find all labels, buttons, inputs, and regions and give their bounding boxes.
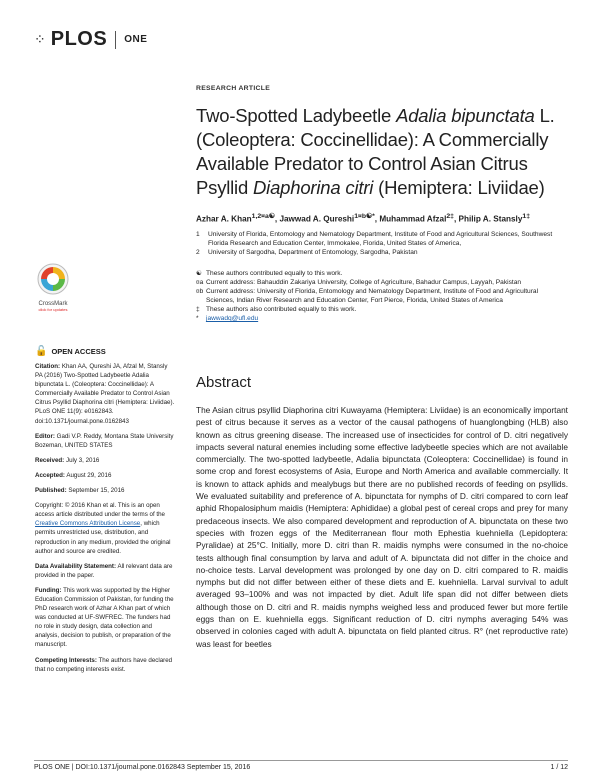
- affiliation: 1 University of Florida, Entomology and Nematology Department, Institute of Food and Agricultural Sciences, Southwest Florida Research and Education Center, Immokalee, Florida, United States of America,: [196, 231, 553, 247]
- author-list: Azhar A. Khan$^{1,2¤a☯}$, Jawwad A. Qureshi$^{1¤b☯*}$, Muhammad Afzal$^{2\ddagger}$, Philip A. Stansly$^{1\ddagger}$: [196, 213, 530, 224]
- logo-text: PLOS: [50, 28, 108, 50]
- author[interactable]: Jawwad A. Qureshi: [279, 214, 355, 224]
- article-type: RESEARCH ARTICLE: [196, 85, 271, 92]
- affiliations: [196, 230, 568, 257]
- crossmark-sub: click for updates: [38, 307, 68, 312]
- received-date: Received: July 3, 2016: [35, 456, 100, 464]
- abstract-heading: Abstract: [196, 374, 252, 391]
- note: ☯ These authors contributed equally to this work.: [196, 270, 343, 277]
- note: ¤a Current address: Bahauddin Zakariya University, College of Agriculture, Bahadur Campus, Layyah, Pakistan: [196, 279, 522, 286]
- accepted-date: Accepted: August 29, 2016: [35, 471, 112, 479]
- note: ‡ These authors also contributed equally to this work.: [196, 306, 357, 313]
- plos-dots-icon: ⁘: [34, 31, 45, 47]
- sidebar-metadata: [35, 362, 175, 680]
- journal-logo[interactable]: [34, 28, 147, 51]
- crossmark-label: CrossMark: [38, 301, 68, 307]
- crossmark-icon: [36, 262, 70, 296]
- funding: Funding: This work was supported by the Higher Education Commission of Pakistan, for funding the PhD research work of Azhar A Khan part of which was conducted at UF-SWFREC. The funders had no role in study design, data collection and analysis, decision to publish, or preparation of the manuscript.: [35, 586, 174, 649]
- competing-interests: Competing Interests: The authors have declared that no competing interests exist.: [35, 656, 173, 673]
- crossmark-badge[interactable]: [36, 262, 70, 312]
- affiliation: 2 University of Sargodha, Department of Entomology, Sargodha, Pakistan: [196, 249, 418, 256]
- note: ¤b Current address: University of Florida, Entomology and Nematology Department, Institute of Food and Agricultural Sciences, Indian River Research and Education Center, Fort Pierce, Florida, United States of America: [196, 288, 539, 304]
- email-link[interactable]: jawwadq@ufl.edu: [206, 315, 259, 322]
- author-notes: [196, 269, 568, 323]
- data-availability: Data Availability Statement: All relevant data are provided in the paper.: [35, 562, 173, 579]
- footer-divider: [34, 760, 568, 761]
- license-link[interactable]: Creative Commons Attribution License: [35, 520, 141, 528]
- author[interactable]: Azhar A. Khan: [196, 214, 252, 224]
- open-access-label: OPEN ACCESS: [51, 347, 106, 356]
- published-date: Published: September 15, 2016: [35, 487, 125, 495]
- open-lock-icon: 🔓: [35, 346, 48, 357]
- abstract-body: The Asian citrus psyllid Diaphorina citri Kuwayama (Hemiptera: Liviidae) is an economically important pest of citrus because it serves as a vector of the causal pathogens of huanglongbing (HLB) also known as citrus greening disease. The increased use of insecticides for control of D. citri negatively impacts several natural enemies including some effective ladybeetle species which are not available commercially. The two-spotted ladybeetle, Adalia bipunctata (Coleoptera: Coccinellidae) is found in some crop and forest ecosystems of Asia, Europe and North America and available commercially. It is known to attack aphids and mealybugs but there are no published records of feeding on psyllids. We evaluated suitability and preference of A. bipunctata for nymphs of D. citri compared to corn leaf aphid Rhopalosiphum maidis (Hemiptera: Aphididae) a global pest of cereal crops and prey for many predaceous insects. We also compared development and reproduction of A. bipunctata on these two species with frozen eggs of the Mediterranean flour moth Ephestia kuehniella (Lepidoptera: Pyralidae) at 25°C. Initially, more D. citri than R. maidis nymphs were consumed in the no-choice tests although final consumption by larva and adult of A. bipunctata did not differ in the choice and no-choice tests. Larval development was prolonged by one day on D. citri compared to R. maidis nymphs but did not differ between either of these diets and E. kuehniella. Larval survival to adult averaged 93–100% and was not impacted by diet. Adult life span did not differ between diets although those on D. citri and R. maidis nymphs weighed less and produced fewer but more fertile eggs than on E. kuehniella eggs. Significant reduction of D. citri nymphs averaging 54% was observed in colonies caged with adult A. bipunctata on field planted citrus. R° (net reproductive rate) was least for beetles: [196, 405, 568, 649]
- correspondence: * jawwadq@ufl.edu: [196, 315, 259, 322]
- editor: Editor: Gadi V.P. Reddy, Montana State University Bozeman, UNITED STATES: [35, 432, 174, 449]
- article-title: Two-Spotted Ladybeetle Adalia bipunctata L. (Coleoptera: Coccinellidae): A Commercially Available Predator to Control Asian Citrus Psyllid Diaphorina citri (Hemiptera: Liviidae): [196, 105, 555, 198]
- citation: Citation: Khan AA, Qureshi JA, Afzal M, Stansly PA (2016) Two-Spotted Ladybeetle Adalia bipunctata L. (Coleoptera: Coccinellidae): A Commercially Available Predator to Control Asian Citrus Psyllid Diaphorina citri (Hemiptera: Liviidae). PLoS ONE 11(9): e0162843. doi:10.1371/journal.pone.0162843: [35, 363, 175, 425]
- author[interactable]: Philip A. Stansly: [458, 214, 523, 224]
- open-access-badge: [35, 346, 106, 357]
- journal-name: ONE: [124, 34, 148, 45]
- footer-citation: PLOS ONE | DOI:10.1371/journal.pone.0162843 September 15, 2016: [34, 764, 251, 771]
- page-number: 1 / 12: [550, 764, 568, 771]
- author[interactable]: Muhammad Afzal: [379, 214, 447, 224]
- logo-divider: [115, 31, 116, 49]
- copyright: Copyright: © 2016 Khan et al. This is an open access article distributed under the terms of the Creative Commons Attribution License, which permits unrestricted use, distribution, and reproduction in any medium, provided the original author and source are credited.: [35, 502, 171, 555]
